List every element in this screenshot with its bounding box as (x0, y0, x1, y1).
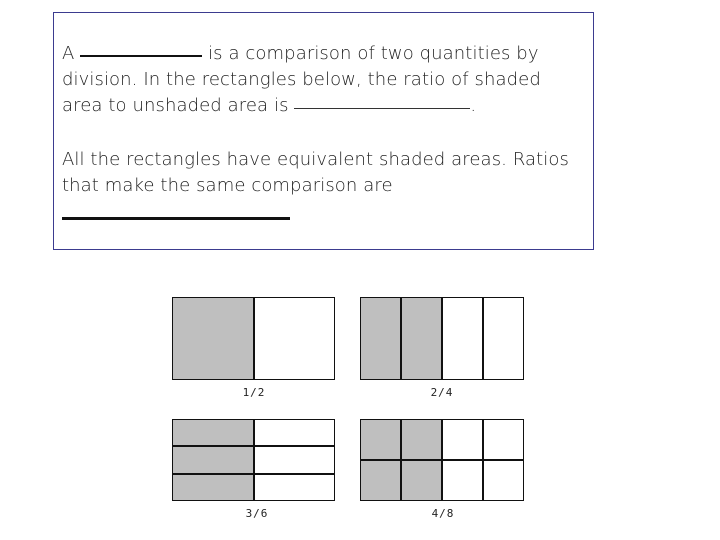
shaded-cell (173, 298, 253, 379)
figure-caption-4-8: 4/8 (431, 507, 455, 520)
unshaded-cell (255, 298, 335, 379)
shaded-cell (361, 420, 400, 459)
unshaded-cell (443, 298, 482, 379)
shaded-cell (173, 475, 253, 500)
figure-caption-1-2: 1/2 (242, 386, 266, 399)
unshaded-cell (255, 447, 335, 472)
shaded-cell (361, 298, 400, 379)
answer-blank-term[interactable] (80, 54, 202, 57)
rectangle-figure-4-8 (360, 419, 524, 501)
unshaded-cell (255, 420, 335, 445)
rectangle-figure-1-2 (172, 297, 335, 380)
answer-blank-ratio[interactable] (294, 107, 470, 109)
definition-period: . (470, 95, 477, 116)
definition-lead: A (62, 43, 75, 64)
unshaded-cell (443, 420, 482, 459)
unshaded-cell (255, 475, 335, 500)
unshaded-cell (443, 461, 482, 500)
figure-caption-3-6: 3/6 (245, 507, 269, 520)
unshaded-cell (484, 298, 523, 379)
shaded-cell (402, 420, 441, 459)
equivalence-paragraph: All the rectangles have equivalent shaded areas. Ratios that make the same comparison are (62, 149, 570, 196)
definition-text: is a comparison of two quantities by division. In the rectangles below, the ratio of shaded area to unshaded area is (62, 43, 541, 116)
definition-paragraph (62, 41, 587, 119)
shaded-cell (173, 420, 253, 445)
unshaded-cell (484, 461, 523, 500)
figure-caption-2-4: 2/4 (430, 386, 454, 399)
shaded-cell (402, 461, 441, 500)
shaded-cell (361, 461, 400, 500)
rectangle-figure-2-4 (360, 297, 524, 380)
question-textbox (53, 12, 594, 250)
shaded-cell (402, 298, 441, 379)
shaded-cell (173, 447, 253, 472)
rectangle-figure-3-6 (172, 419, 335, 501)
unshaded-cell (484, 420, 523, 459)
answer-blank-equivalent-ratios[interactable] (62, 217, 290, 220)
